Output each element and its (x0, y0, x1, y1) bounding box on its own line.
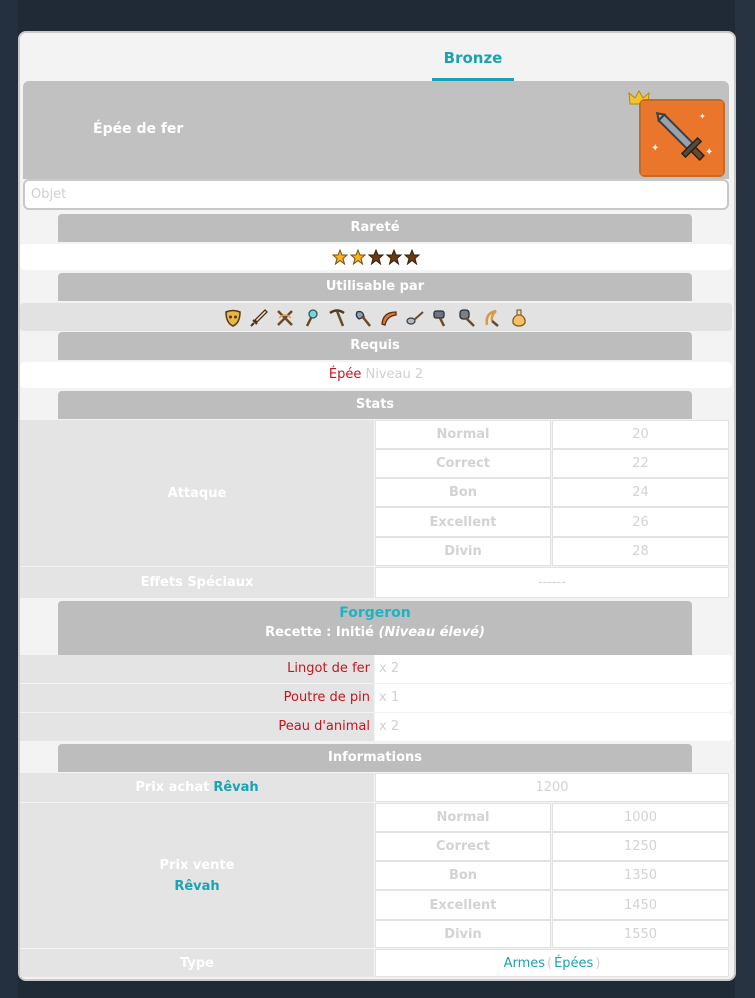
background-right (735, 0, 755, 998)
sword-item-icon (639, 99, 725, 177)
star-empty-icon (386, 249, 402, 265)
type-main-link[interactable]: Armes (503, 955, 546, 971)
stat-quality: Correct (375, 449, 551, 478)
rarity-stars (332, 249, 420, 265)
stat-quality: Divin (375, 537, 551, 566)
currency-link[interactable]: Rêvah (174, 878, 220, 894)
stat-quality: Excellent (375, 507, 551, 537)
ladle-icon[interactable] (405, 308, 425, 328)
sell-price-label (20, 803, 374, 948)
mask-icon[interactable] (223, 308, 243, 328)
star-empty-icon (368, 249, 384, 265)
ingredient-row (20, 713, 732, 741)
item-header (23, 81, 729, 179)
sell-quality: Normal (375, 803, 551, 832)
star-empty-icon (404, 249, 420, 265)
ingredient-name[interactable]: Poutre de pin (20, 684, 374, 712)
section-stats-header: Stats (58, 391, 692, 419)
item-card (18, 31, 736, 981)
sell-value: 1450 (552, 890, 729, 920)
craft-name[interactable]: Forgeron (339, 605, 411, 621)
ingredient-qty: x 1 (375, 684, 732, 712)
required-level: Niveau 2 (365, 367, 424, 382)
stat-value: 20 (552, 420, 729, 449)
ingredient-qty: x 2 (375, 655, 732, 683)
svg-text:✦: ✦ (705, 147, 714, 158)
sell-quality: Bon (375, 861, 551, 890)
pickaxe-icon[interactable] (327, 308, 347, 328)
ingredient-qty: x 2 (375, 713, 732, 741)
type-sub-link[interactable]: Épées (554, 955, 594, 971)
sell-label-text: Prix vente (159, 857, 235, 873)
class-icons (223, 308, 529, 328)
axe-icon[interactable] (353, 308, 373, 328)
sell-value: 1350 (552, 861, 729, 890)
required-row (20, 362, 732, 388)
required-weapon: Épée (328, 367, 362, 382)
sell-value: 1550 (552, 920, 729, 948)
sickle-icon[interactable] (483, 308, 503, 328)
mallet-icon[interactable] (457, 308, 477, 328)
buy-label-text: Prix achat (135, 780, 210, 795)
special-effects-label: Effets Spéciaux (20, 567, 374, 598)
stat-attack-label: Attaque (20, 420, 374, 566)
section-required-header: Requis (58, 332, 692, 360)
stat-value: 22 (552, 449, 729, 478)
sell-quality: Correct (375, 832, 551, 861)
tab-bar (20, 33, 734, 81)
recipe-header (58, 601, 692, 655)
ingredient-row (20, 655, 732, 683)
section-rarity-header: Rareté (58, 214, 692, 242)
buy-price-label (20, 773, 374, 802)
boomerang-icon[interactable] (379, 308, 399, 328)
sell-value: 1000 (552, 803, 729, 832)
recipe-prefix: Recette : Initié (265, 625, 374, 640)
type-paren-close: ) (595, 955, 601, 971)
type-label: Type (20, 949, 374, 977)
stat-value: 28 (552, 537, 729, 566)
background-left (0, 0, 18, 998)
stat-value: 26 (552, 507, 729, 537)
sell-value: 1250 (552, 832, 729, 861)
sword-icon[interactable] (249, 308, 269, 328)
stat-value: 24 (552, 478, 729, 507)
star-filled-icon (350, 249, 366, 265)
type-value (375, 949, 729, 977)
svg-text:✦: ✦ (699, 112, 706, 121)
recipe-level: (Niveau élevé) (378, 625, 485, 640)
special-effects-value: ------ (375, 567, 729, 598)
item-category-field: Objet (23, 179, 729, 210)
currency-link[interactable]: Rêvah (213, 780, 259, 795)
usable-by-row (20, 303, 732, 331)
rarity-row (20, 244, 732, 270)
ingredient-name[interactable]: Peau d'animal (20, 713, 374, 741)
recipe-line (58, 625, 692, 640)
potion-icon[interactable] (509, 308, 529, 328)
stat-quality: Bon (375, 478, 551, 507)
sell-quality: Divin (375, 920, 551, 948)
section-usable-header: Utilisable par (58, 273, 692, 301)
ingredient-name[interactable]: Lingot de fer (20, 655, 374, 683)
item-name: Épée de fer (93, 121, 184, 137)
type-paren-open: ( (547, 955, 553, 971)
section-info-header: Informations (58, 744, 692, 772)
sell-quality: Excellent (375, 890, 551, 920)
buy-price-value: 1200 (375, 773, 729, 802)
tab-bronze[interactable]: Bronze (432, 45, 514, 81)
hammer-icon[interactable] (431, 308, 451, 328)
ingredient-row (20, 684, 732, 712)
star-filled-icon (332, 249, 348, 265)
wand-icon[interactable] (301, 308, 321, 328)
crossbow-icon[interactable] (275, 308, 295, 328)
stat-quality: Normal (375, 420, 551, 449)
svg-text:✦: ✦ (651, 143, 660, 154)
